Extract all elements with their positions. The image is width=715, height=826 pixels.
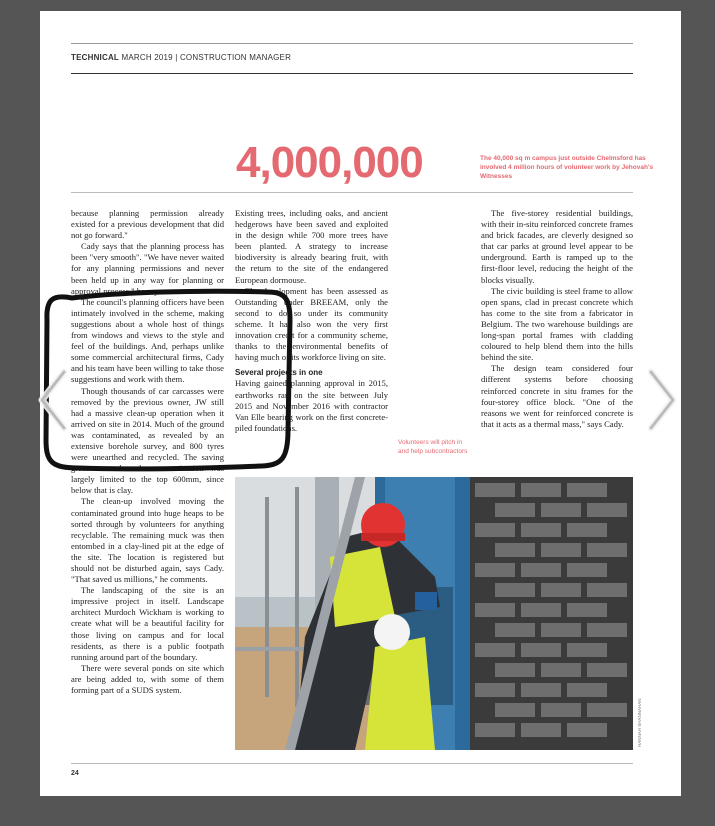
header-rest: MARCH 2019 | CONSTRUCTION MANAGER: [121, 53, 292, 62]
chevron-right-icon: [645, 368, 679, 432]
header-rule-top: [71, 43, 633, 44]
next-page-button[interactable]: [645, 368, 679, 432]
paragraph: The design team considered four different systems before choosing reinforced concrete in situ frames for the four-storey office block. "One of the reasons we went for reinforced concrete is that it acts as a thermal mass," says Cady.: [481, 363, 633, 429]
paragraph: Having gained planning approval in 2015, earthworks ran on the site between July 2015 and November 2016 with contractor Van Elle bearing work on the first concrete-piled foundations.: [235, 378, 388, 433]
article-column-3: [481, 208, 633, 430]
article-column-2: [235, 208, 388, 434]
paragraph: Existing trees, including oaks, and ancient hedgerows have been saved and exploited in the design while 700 more trees have been planted. A strategy to increase biodiversity is already bearing fruit, with the return to the site of the endangered European dormouse.: [235, 208, 388, 285]
previous-page-button[interactable]: [36, 368, 70, 432]
paragraph: The civic building is steel frame to allow open spans, clad in precast concrete which has come to the site from a fabricator in Belgium. The two warehouse buildings are long-span portal frames with cladding coloured to help blend them into the hills behind the site.: [481, 285, 633, 363]
pull-quote-caption: The 40,000 sq m campus just outside Chelmsford has involved 4 million hours of volunteer work by Jehovah's Witnesses: [480, 155, 654, 180]
paragraph: Cady says that the planning process has been "very smooth". "We have never waited for any planning permissions and never been held up in any way for planning or approval process," he says.: [71, 241, 224, 296]
header-section: TECHNICAL: [71, 53, 120, 62]
paragraph: The five-storey residential buildings, with their in-situ reinforced concrete frames and brick facades, are cleverly designed so that car parks at ground level appear to be underground. Earth is ramped up to the first-floor level, reducing the height of the blocks visually.: [481, 208, 633, 285]
photo-caption: Volunteers will pitch in and help subcontractors: [398, 439, 468, 455]
paragraph: The development has been assessed as Outstanding under BREEAM, only the second to do so under its community scheme. It has also won the very first innovation credit for a community scheme, thanks to the environmental benefits of having much of its workforce living on site.: [235, 285, 388, 363]
page-number: 24: [71, 770, 79, 777]
magazine-page: [40, 11, 681, 796]
header-rule-bottom: [71, 73, 633, 74]
article-column-1: [71, 208, 224, 696]
paragraph: The clean-up involved moving the contaminated ground into huge heaps to be sorted through by volunteers for anything recyclable. The remaining muck was then entombed in a clay-lined pit at the edge of the site. The location is registered but should not be disturbed again, says Cady. "That saved us millions," he comments.: [71, 496, 224, 585]
chevron-left-icon: [36, 368, 70, 432]
running-header: [71, 53, 291, 62]
subheading: Several projects in one: [235, 368, 323, 378]
paragraph: The council's planning officers have been intimately involved in the scheme, making suggestions about a whole host of things from windows and views to the style and feel of the buildings. And, perhaps unlike some commercial architectural firms, Cady and his team have been willing to take those suggestions and work with them.: [71, 296, 224, 385]
photo-credit: HANNAH SHANNAHAN: [637, 698, 642, 747]
paragraph: The landscaping of the site is an impressive project in itself. Landscape architect Murdoch Wickham is working to create what will be a beautiful facility for those living on campus and for local residents, as there is a public footpath running around part of the boundary.: [71, 585, 224, 662]
footer-rule: [71, 763, 633, 764]
construction-photo: [235, 477, 633, 750]
pull-quote-number: 4,000,000: [236, 138, 423, 187]
paragraph: There were several ponds on site which are being added to, with some of them forming part of a SUDS system.: [71, 662, 224, 696]
paragraph: because planning permission already existed for a previous development that did not go forward.": [71, 208, 224, 241]
paragraph: Though thousands of car carcasses were removed by the previous owner, JW still had a massive clean-up operation when it arrived on site in 2014. Much of the ground was contaminated, as revealed by an extensive borehole survey, and 800 tyres were unearthed and recycled. The saving grace was that the contamination was largely limited to the top 600mm, since below that is clay.: [71, 385, 224, 496]
pull-quote-rule: [71, 192, 633, 193]
